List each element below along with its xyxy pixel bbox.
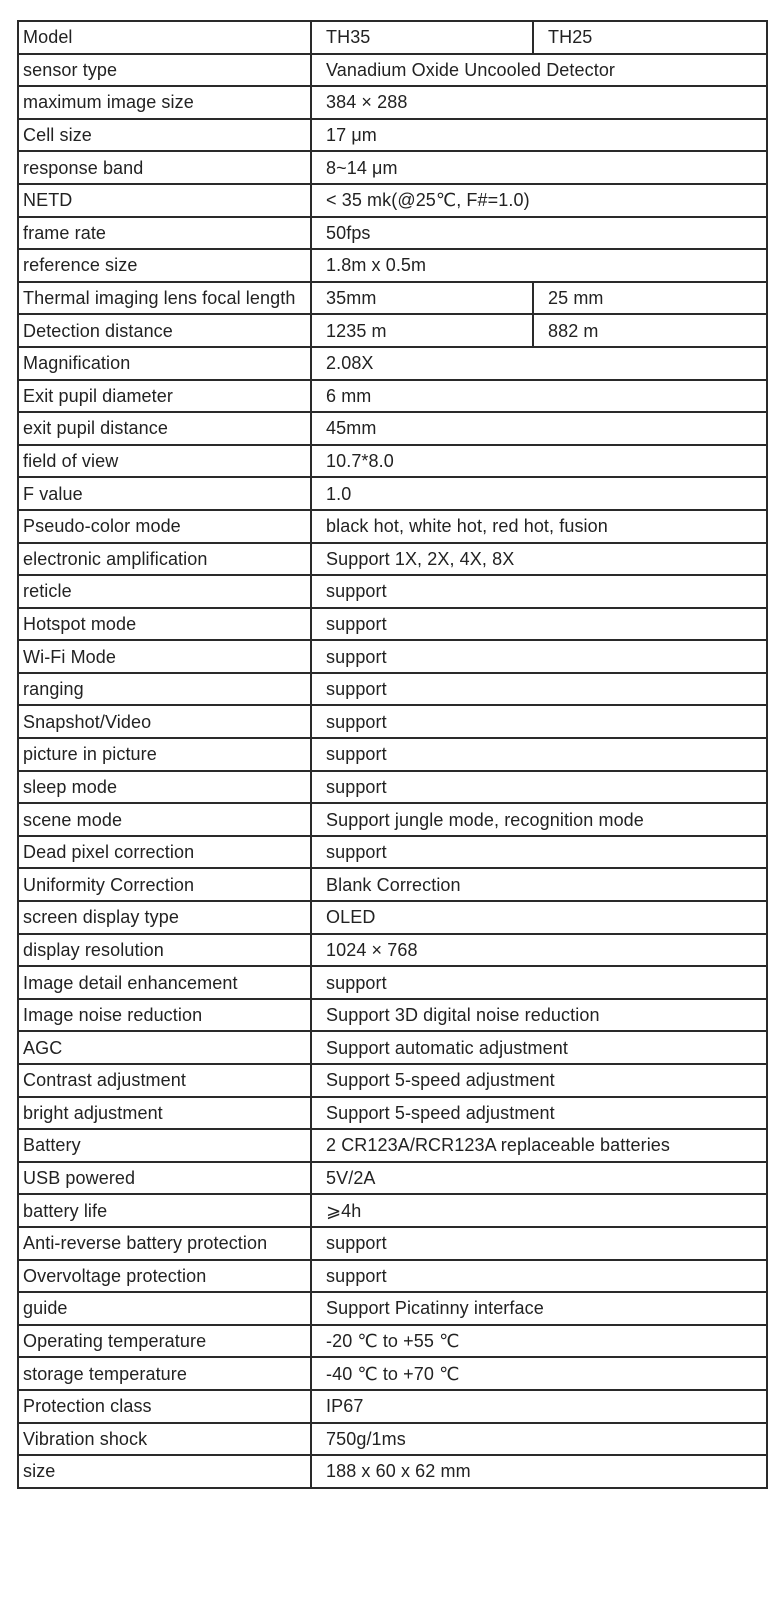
spec-label: sleep mode (18, 771, 311, 804)
spec-value: Support 5-speed adjustment (311, 1064, 767, 1097)
spec-label: ranging (18, 673, 311, 706)
spec-row (18, 901, 767, 934)
spec-row (18, 608, 767, 641)
spec-row (18, 575, 767, 608)
spec-row (18, 151, 767, 184)
spec-row (18, 1227, 767, 1260)
spec-row (18, 1097, 767, 1130)
spec-row (18, 836, 767, 869)
spec-value: support (311, 640, 767, 673)
spec-label: USB powered (18, 1162, 311, 1195)
spec-value: 45mm (311, 412, 767, 445)
spec-label: bright adjustment (18, 1097, 311, 1130)
spec-label: Exit pupil diameter (18, 380, 311, 413)
spec-row (18, 1260, 767, 1293)
spec-value: support (311, 608, 767, 641)
spec-row (18, 1390, 767, 1423)
spec-value: 2 CR123A/RCR123A replaceable batteries (311, 1129, 767, 1162)
spec-value: Blank Correction (311, 868, 767, 901)
spec-label: frame rate (18, 217, 311, 250)
spec-value: Support 1X, 2X, 4X, 8X (311, 543, 767, 576)
spec-label: Hotspot mode (18, 608, 311, 641)
spec-value: black hot, white hot, red hot, fusion (311, 510, 767, 543)
spec-label: maximum image size (18, 86, 311, 119)
spec-value: -20 ℃ to +55 ℃ (311, 1325, 767, 1358)
spec-label: scene mode (18, 803, 311, 836)
spec-table (17, 20, 768, 1489)
spec-row (18, 282, 767, 315)
spec-label: F value (18, 477, 311, 510)
spec-value: Support 5-speed adjustment (311, 1097, 767, 1130)
spec-row (18, 477, 767, 510)
model-th25: TH25 (533, 21, 767, 54)
spec-row (18, 543, 767, 576)
spec-row (18, 119, 767, 152)
spec-row (18, 184, 767, 217)
spec-row (18, 1292, 767, 1325)
spec-value: Vanadium Oxide Uncooled Detector (311, 54, 767, 87)
spec-value: Support Picatinny interface (311, 1292, 767, 1325)
spec-label: Pseudo-color mode (18, 510, 311, 543)
spec-value: support (311, 836, 767, 869)
spec-label: reticle (18, 575, 311, 608)
spec-label: Wi-Fi Mode (18, 640, 311, 673)
spec-row (18, 1455, 767, 1488)
spec-row (18, 249, 767, 282)
spec-row (18, 54, 767, 87)
spec-row (18, 412, 767, 445)
spec-label: exit pupil distance (18, 412, 311, 445)
spec-row (18, 966, 767, 999)
spec-value: 5V/2A (311, 1162, 767, 1195)
spec-value: support (311, 705, 767, 738)
spec-row (18, 803, 767, 836)
spec-value: 2.08X (311, 347, 767, 380)
spec-row (18, 771, 767, 804)
spec-value: support (311, 1260, 767, 1293)
spec-label: Uniformity Correction (18, 868, 311, 901)
spec-label: sensor type (18, 54, 311, 87)
spec-row (18, 380, 767, 413)
spec-row (18, 1423, 767, 1456)
header-label: Model (18, 21, 311, 54)
spec-label: AGC (18, 1031, 311, 1064)
spec-value: 188 x 60 x 62 mm (311, 1455, 767, 1488)
spec-row (18, 445, 767, 478)
spec-value: Support jungle mode, recognition mode (311, 803, 767, 836)
spec-label: guide (18, 1292, 311, 1325)
spec-value: support (311, 738, 767, 771)
spec-value: -40 ℃ to +70 ℃ (311, 1357, 767, 1390)
spec-label: battery life (18, 1194, 311, 1227)
spec-label: Dead pixel correction (18, 836, 311, 869)
spec-value: 8~14 μm (311, 151, 767, 184)
spec-value: 17 μm (311, 119, 767, 152)
spec-label: field of view (18, 445, 311, 478)
spec-value: 750g/1ms (311, 1423, 767, 1456)
spec-row (18, 999, 767, 1032)
spec-label: Thermal imaging lens focal length (18, 282, 311, 315)
spec-row (18, 1325, 767, 1358)
spec-row (18, 673, 767, 706)
spec-value: support (311, 771, 767, 804)
spec-label: display resolution (18, 934, 311, 967)
spec-label: Image noise reduction (18, 999, 311, 1032)
spec-label: Magnification (18, 347, 311, 380)
spec-label: Detection distance (18, 314, 311, 347)
spec-label: Operating temperature (18, 1325, 311, 1358)
header-row (18, 21, 767, 54)
spec-label: storage temperature (18, 1357, 311, 1390)
spec-value: 882 m (533, 314, 767, 347)
spec-label: Snapshot/Video (18, 705, 311, 738)
spec-row (18, 1194, 767, 1227)
spec-value: support (311, 1227, 767, 1260)
spec-label: screen display type (18, 901, 311, 934)
spec-label: Cell size (18, 119, 311, 152)
spec-label: Overvoltage protection (18, 1260, 311, 1293)
spec-value: 1024 × 768 (311, 934, 767, 967)
spec-row (18, 1162, 767, 1195)
spec-label: NETD (18, 184, 311, 217)
spec-label: electronic amplification (18, 543, 311, 576)
spec-value: 1.8m x 0.5m (311, 249, 767, 282)
spec-label: response band (18, 151, 311, 184)
spec-value: < 35 mk(@25℃, F#=1.0) (311, 184, 767, 217)
spec-label: Image detail enhancement (18, 966, 311, 999)
spec-value: 1235 m (311, 314, 533, 347)
spec-label: Battery (18, 1129, 311, 1162)
spec-label: picture in picture (18, 738, 311, 771)
spec-value: 50fps (311, 217, 767, 250)
spec-table-body (18, 21, 767, 1488)
spec-value: Support 3D digital noise reduction (311, 999, 767, 1032)
spec-value: 35mm (311, 282, 533, 315)
spec-row (18, 314, 767, 347)
spec-row (18, 640, 767, 673)
spec-row (18, 705, 767, 738)
spec-value: 6 mm (311, 380, 767, 413)
spec-row (18, 1357, 767, 1390)
spec-value: Support automatic adjustment (311, 1031, 767, 1064)
spec-row (18, 347, 767, 380)
spec-row (18, 738, 767, 771)
spec-label: Protection class (18, 1390, 311, 1423)
spec-value: 10.7*8.0 (311, 445, 767, 478)
spec-value: 384 × 288 (311, 86, 767, 119)
spec-value: support (311, 575, 767, 608)
spec-row (18, 86, 767, 119)
spec-label: Vibration shock (18, 1423, 311, 1456)
spec-row (18, 1064, 767, 1097)
spec-row (18, 1129, 767, 1162)
spec-row (18, 934, 767, 967)
spec-value: support (311, 966, 767, 999)
model-th35: TH35 (311, 21, 533, 54)
spec-label: Anti-reverse battery protection (18, 1227, 311, 1260)
spec-value: IP67 (311, 1390, 767, 1423)
spec-value: OLED (311, 901, 767, 934)
spec-label: size (18, 1455, 311, 1488)
spec-row (18, 1031, 767, 1064)
spec-value: 1.0 (311, 477, 767, 510)
spec-row (18, 510, 767, 543)
spec-value: support (311, 673, 767, 706)
spec-label: Contrast adjustment (18, 1064, 311, 1097)
spec-value: 25 mm (533, 282, 767, 315)
spec-value: ⩾4h (311, 1194, 767, 1227)
spec-row (18, 868, 767, 901)
spec-label: reference size (18, 249, 311, 282)
spec-row (18, 217, 767, 250)
